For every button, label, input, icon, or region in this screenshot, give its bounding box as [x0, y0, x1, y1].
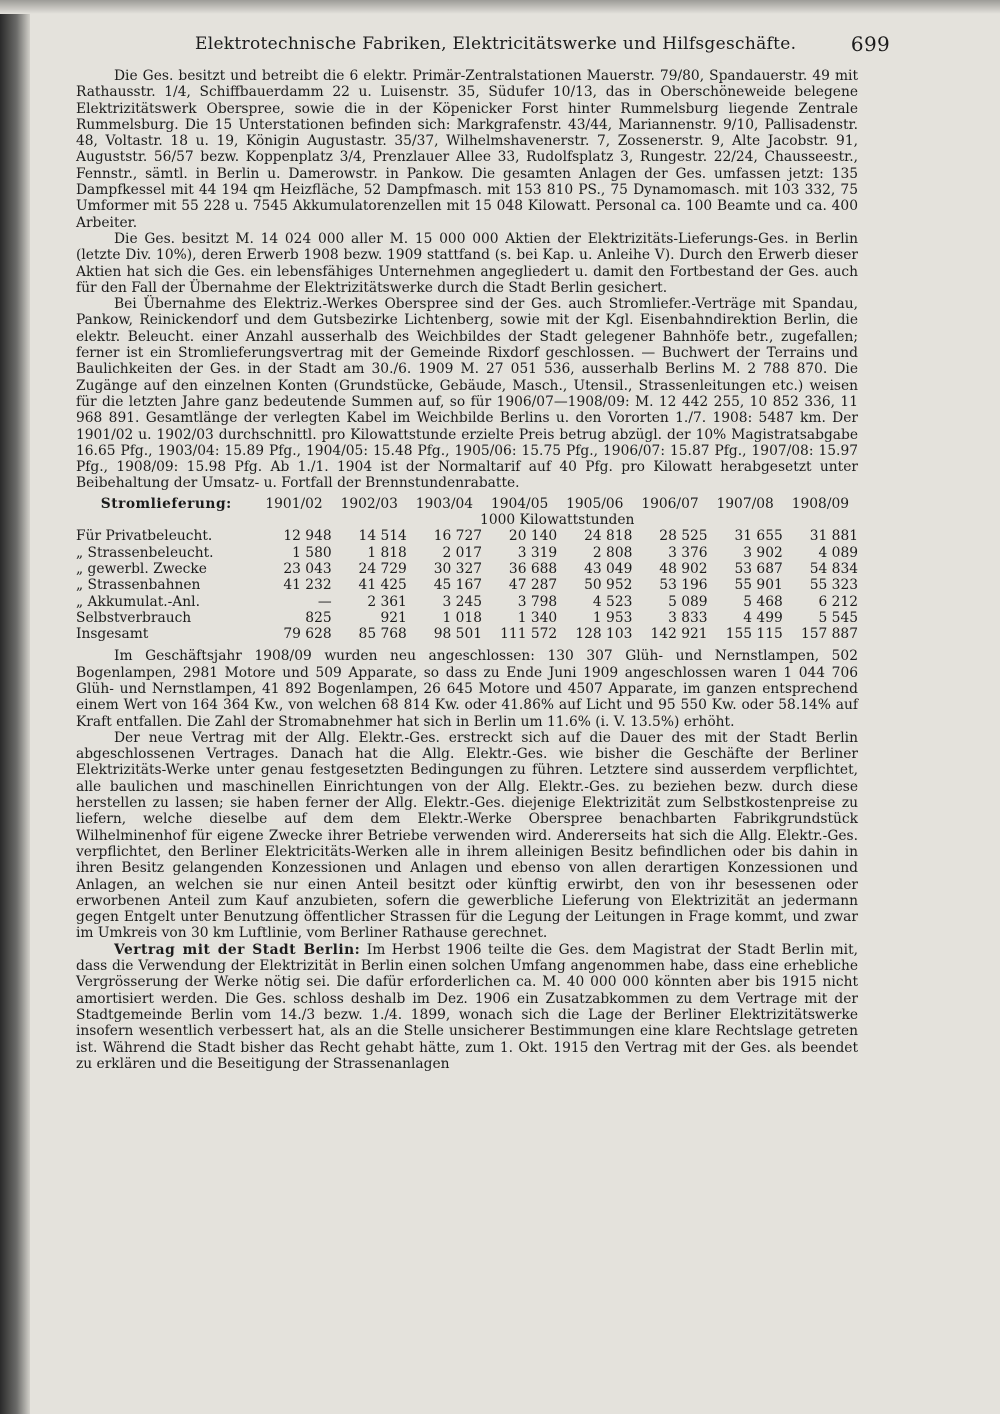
paragraph-city-contract — [76, 942, 858, 1072]
table-cell: 20 140 — [508, 528, 558, 545]
year-header: 1905/06 — [566, 495, 624, 512]
table-cell: 24 729 — [358, 560, 407, 577]
row-label: „ Strassenbahnen — [76, 577, 201, 594]
table-cell: 54 834 — [809, 560, 858, 577]
year-header: 1902/03 — [340, 495, 398, 512]
table-cell: — — [317, 593, 332, 610]
table-cell: 98 501 — [433, 626, 483, 643]
table-cell: 2 361 — [367, 593, 407, 610]
table-cell: 1 018 — [442, 609, 483, 626]
table-cell: 28 525 — [659, 528, 708, 545]
table-cell: 142 921 — [650, 626, 708, 643]
page-body — [76, 68, 858, 1072]
table-cell: 3 798 — [517, 593, 558, 610]
table-cell: 4 499 — [743, 609, 783, 626]
row-label: Für Privatbeleucht. — [76, 528, 213, 545]
row-label: Insgesamt — [76, 626, 149, 643]
binding-shadow — [0, 0, 30, 1414]
table-header-row — [76, 496, 858, 512]
table-cell: 36 688 — [508, 560, 558, 577]
table-cell: 14 514 — [358, 528, 407, 545]
table-cell: 155 115 — [725, 626, 783, 643]
table-cell: 5 468 — [743, 593, 783, 610]
top-shadow — [0, 0, 1000, 14]
year-header: 1901/02 — [265, 495, 323, 512]
table-row — [76, 577, 858, 593]
table-row-total — [76, 626, 858, 642]
table-cell: 50 952 — [584, 577, 633, 594]
table-cell: 55 323 — [809, 577, 858, 594]
table-cell: 12 948 — [283, 528, 332, 545]
table-row — [76, 528, 858, 544]
table-cell: 53 687 — [734, 560, 783, 577]
table-cell: 41 425 — [358, 577, 407, 594]
table-cell: 3 319 — [517, 544, 558, 561]
table-cell: 45 167 — [433, 577, 483, 594]
paragraph-text: Im Herbst 1906 teilte die Ges. dem Magistrat der Stadt Berlin mit, dass die Verwendung der Elektrizität in Berlin einen solchen Umfang angenommen habe, dass eine erhebliche Vergrösserung der Werke nötig sei. Die dafür erforderlichen ca. M. 40 000 000 könnten aber bis 1915 nicht amortisiert werden. Die Ges. schloss deshalb im Dez. 1906 ein Zusatzabkommen zu dem Vertrage mit der Stadtgemeinde Berlin vom 14./3 bezw. 1./4. 1899, wonach sich die Lage der Berliner Elektrizitätswerke insofern wesentlich verbessert hat, als an die Stelle unsicherer Bestimmungen eine klare Rechtslage getreten ist. Während die Stadt bisher das Recht gehabt hätte, zum 1. Okt. 1915 den Vertrag mit der Ges. als beendet zu erklären und die Beseitigung der Strassenanlagen — [76, 941, 858, 1072]
table-unit: 1000 Kilowattstunden — [480, 512, 635, 529]
table-cell: 2 017 — [442, 544, 483, 561]
table-cell: 48 902 — [659, 560, 708, 577]
year-header: 1907/08 — [716, 495, 774, 512]
table-title: Stromlieferung: — [100, 495, 232, 512]
paragraph-shares: Die Ges. besitzt M. 14 024 000 aller M. 15 000 000 Aktien der Elektrizitäts-Lieferungs-Ges. in Berlin (letzte Div. 10%), deren Erwerb 1908 bezw. 1909 stattfand (s. bei Kap. u. Anleihe V). Durch den Erwerb dieser Aktien hat sich die Ges. ein lebensfähiges Unternehmen angegliedert u. damit den Fortbestand der Ges. auch für den Fall der Übernahme der Elektrizitätswerke durch die Stadt Berlin gesichert. — [76, 230, 858, 296]
paragraph-aeg-contract: Der neue Vertrag mit der Allg. Elektr.-Ges. erstreckt sich auf die Dauer des mit der Stadt Berlin abgeschlossenen Vertrages. Danach hat die Allg. Elektr.-Ges. wie bisher die Geschäfte der Berliner Elektrizitäts-Werke unter genau festgesetzten Bedingungen zu führen. Letztere sind ausserdem verpflichtet, alle baulichen und maschinellen Einrichtungen von der Allg. Elektr.-Ges. zu beziehen bezw. durch diese herstellen zu lassen; sie haben ferner der Allg. Elektr.-Ges. diejenige Elektrizität zum Selbstkostenpreise zu liefern, welche dieselbe auf dem dem Elektr.-Werke Oberspree benachbarten Fabrikgrundstück Wilhelminenhof für eigene Zwecke ihrer Betriebe verwenden wird. Andererseits hat sich die Allg. Elektr.-Ges. verpflichtet, den Berliner Elektricitäts-Werken alle in ihrem alleinigen Besitz befindlichen oder bis dahin in ihren Besitz gelangenden Konzessionen und Anlagen und ebenso von allen derartigen Konzessionen und Anlagen, an welchen sie nur einen Anteil besitzt oder künftig erwirbt, den von ihr besessenen oder erworbenen Anteil zum Kauf anzubieten, sofern die gewerbliche Lieferung von Elektrizität an jedermann gegen Entgelt unter Benutzung öffentlicher Strassen für die Legung der Leitungen in Frage kommt, und zwar im Umkreis von 30 km Luftlinie, vom Berliner Rathause gerechnet. — [76, 729, 858, 942]
paragraph-contracts: Bei Übernahme des Elektriz.-Werkes Oberspree sind der Ges. auch Stromliefer.-Verträge mit Spandau, Pankow, Reinickendorf und dem Gutsbezirke Lichtenberg, sowie mit der Kgl. Eisenbahndirektion Berlin, die elektr. Beleucht. einer Anzahl ausserhalb des Weichbildes der Stadt gelegener Bahnhöfe betr., zugefallen; ferner ist ein Stromlieferungsvertrag mit der Gemeinde Rixdorf geschlossen. — Buchwert der Terrains und Baulichkeiten der Ges. in der Stadt am 30./6. 1909 M. 27 051 536, ausserhalb Berlins M. 2 788 870. Die Zugänge auf den einzelnen Konten (Grundstücke, Gebäude, Masch., Utensil., Strassenleitungen etc.) weisen für die letzten Jahre ganz bedeutende Summen auf, so für 1906/07—1908/09: M. 12 442 255, 10 852 336, 11 968 891. Gesamtlänge der verlegten Kabel im Weichbilde Berlins u. den Vororten 1./7. 1908: 5487 km. Der 1901/02 u. 1902/03 durchschnittl. pro Kilowattstunde erzielte Preis betrug abzügl. der 10% Magistratsabgabe 16.65 Pfg., 1903/04: 15.89 Pfg., 1904/05: 15.48 Pfg., 1905/06: 15.75 Pfg., 1906/07: 15.87 Pfg., 1907/08: 15.97 Pfg., 1908/09: 15.98 Pfg. Ab 1./1. 1904 ist der Normaltarif auf 40 Pfg. pro Kilowatt herabgesetzt unter Beibehaltung der Umsatz- u. Fortfall der Brennstundenrabatte. — [76, 296, 858, 492]
year-header: 1908/09 — [791, 495, 850, 512]
table-cell: 111 572 — [500, 626, 558, 643]
paragraph-connections: Im Geschäftsjahr 1908/09 wurden neu angeschlossen: 130 307 Glüh- und Nernstlampen, 502 Bogenlampen, 2981 Motore und 509 Apparate, so dass zu Ende Juni 1909 angeschlossen waren 1 044 706 Glüh- und Nernstlampen, 41 892 Bogenlampen, 26 645 Motore und 4507 Apparate, im ganzen entsprechend einem Wert von 164 364 Kw., von welchen 68 814 Kw. oder 41.86% auf Licht und 95 550 Kw. oder 58.14% auf Kraft entfallen. Die Zahl der Stromabnehmer hat sich in Berlin um 11.6% (i. V. 13.5%) erhöht. — [76, 648, 858, 730]
table-cell: 5 089 — [668, 593, 708, 610]
table-cell: 921 — [380, 609, 407, 626]
table-cell: 3 902 — [743, 544, 783, 561]
table-unit-row — [76, 512, 858, 528]
table-cell: 3 245 — [442, 593, 483, 610]
table-row — [76, 594, 858, 610]
table-cell: 4 523 — [592, 593, 633, 610]
row-label: „ Strassenbeleucht. — [76, 544, 214, 561]
table-cell: 157 887 — [800, 626, 858, 643]
table-cell: 4 089 — [818, 544, 858, 561]
table-cell: 6 212 — [818, 593, 858, 610]
year-header: 1903/04 — [415, 495, 474, 512]
table-cell: 1 580 — [292, 544, 332, 561]
table-cell: 1 953 — [592, 609, 633, 626]
table-cell: 23 043 — [283, 560, 332, 577]
table-cell: 79 628 — [283, 626, 332, 643]
table-cell: 24 818 — [584, 528, 633, 545]
table-cell: 30 327 — [433, 560, 483, 577]
table-cell: 31 881 — [809, 528, 858, 545]
table-cell: 16 727 — [433, 528, 483, 545]
table-cell: 3 376 — [668, 544, 708, 561]
table-row — [76, 610, 858, 626]
row-label: „ gewerbl. Zwecke — [76, 560, 207, 577]
table-cell: 825 — [305, 609, 332, 626]
table-cell: 128 103 — [575, 626, 633, 643]
table-cell: 1 340 — [517, 609, 558, 626]
running-header — [150, 30, 890, 60]
table-row — [76, 561, 858, 577]
table-row — [76, 545, 858, 561]
table-cell: 31 655 — [734, 528, 783, 545]
table-cell: 55 901 — [734, 577, 783, 594]
year-header: 1904/05 — [490, 495, 549, 512]
paragraph-lead: Vertrag mit der Stadt Berlin: — [114, 941, 361, 958]
header-title: Elektrotechnische Fabriken, Elektricitätswerke und Hilfsgeschäfte. — [195, 34, 797, 54]
table-cell: 43 049 — [584, 560, 633, 577]
stromlieferung-table — [76, 496, 858, 643]
table-cell: 41 232 — [283, 577, 332, 594]
row-label: Selbstverbrauch — [76, 609, 192, 626]
year-header: 1906/07 — [641, 495, 699, 512]
paragraph-stations: Die Ges. besitzt und betreibt die 6 elektr. Primär-Zentralstationen Mauerstr. 79/80, Spandauerstr. 49 mit Rathausstr. 1/4, Schiffbauerdamm 22 u. Luisenstr. 35, Südufer 10/13, das in Oberschöneweide belegene Elektrizitätswerk Oberspree, sowie die in der Köpenicker Forst hinter Rummelsburg liegende Zentrale Rummelsburg. Die 15 Unterstationen befinden sich: Markgrafenstr. 43/44, Mariannenstr. 9/10, Pallisadenstr. 48, Voltastr. 18 u. 19, Königin Augustastr. 35/37, Wilhelmshavenerstr. 7, Zossenerstr. 9, Alte Jacobstr. 91, Auguststr. 56/57 bezw. Koppenplatz 3/4, Prenzlauer Allee 33, Rudolfsplatz 3, Rungestr. 22/24, Chausseestr., Fennstr., sämtl. in Berlin u. Damerowstr. in Pankow. Die gesamten Anlagen der Ges. umfassen jetzt: 135 Dampfkessel mit 44 194 qm Heizfläche, 52 Dampfmasch. mit 153 810 PS., 75 Dynamomasch. mit 103 332, 75 Umformer mit 55 228 u. 7545 Akkumulatorenzellen mit 15 048 Kilowatt. Personal ca. 100 Beamte und ca. 400 Arbeiter. — [76, 68, 858, 231]
table-cell: 3 833 — [668, 609, 708, 626]
table-cell: 2 808 — [592, 544, 633, 561]
table-cell: 5 545 — [818, 609, 858, 626]
row-label: „ Akkumulat.-Anl. — [76, 593, 200, 610]
page-number: 699 — [850, 32, 890, 56]
table-cell: 47 287 — [508, 577, 558, 594]
table-cell: 1 818 — [367, 544, 407, 561]
table-cell: 53 196 — [659, 577, 708, 594]
table-cell: 85 768 — [358, 626, 407, 643]
